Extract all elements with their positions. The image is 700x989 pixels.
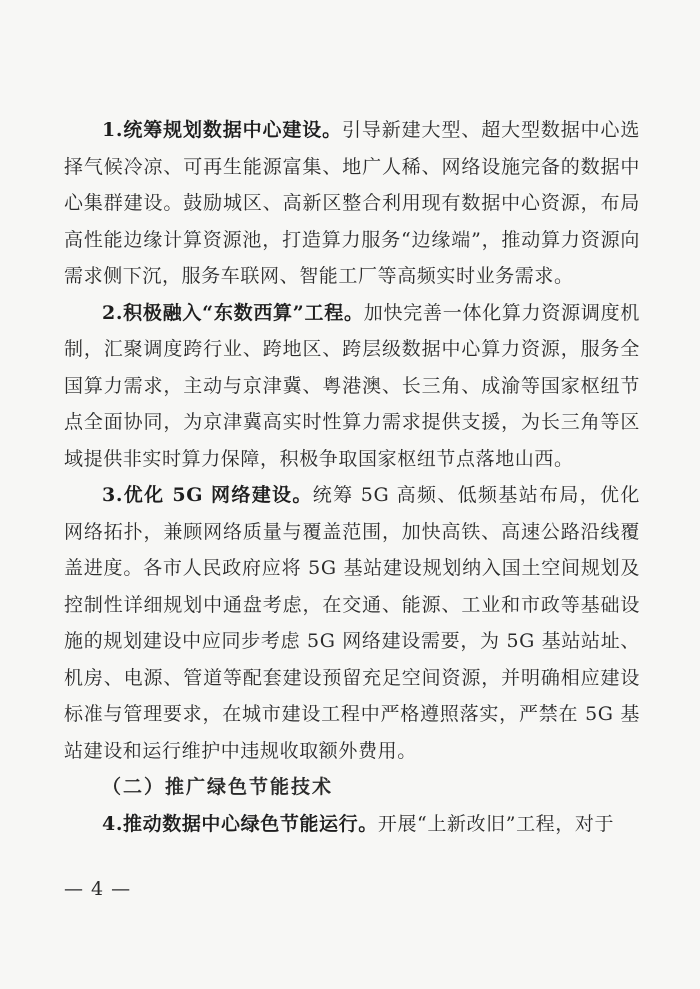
paragraph-2-lead: 2.积极融入“东数西算”工程。 <box>102 301 364 324</box>
paragraph-1 <box>64 112 640 295</box>
paragraph-3 <box>64 477 640 769</box>
paragraph-4-lead: 4.推动数据中心绿色节能运行。 <box>102 812 378 835</box>
paragraph-4 <box>64 806 640 843</box>
section-subheading: （二）推广绿色节能技术 <box>102 776 334 798</box>
paragraph-1-text: 引导新建大型、超大型数据中心选择气候冷凉、可再生能源富集、地广人稀、网络设施完备的数据中心集群建设。鼓励城区、高新区整合利用现有数据中心资源，布局高性能边缘计算资源池，打造算力服务“边缘端”，推动算力资源向需求侧下沉，服务车联网、智能工厂等高频实时业务需求。 <box>64 119 640 287</box>
body-text <box>64 112 640 842</box>
page-number: — 4 — <box>64 878 132 900</box>
paragraph-2 <box>64 295 640 478</box>
paragraph-3-lead: 3.优化 5G 网络建设。 <box>102 484 313 506</box>
paragraph-3-text: 统筹 5G 高频、低频基站布局，优化网络拓扑，兼顾网络质量与覆盖范围，加快高铁、高速公路沿线覆盖进度。各市人民政府应将 5G 基站建设规划纳入国土空间规划及控制性详细规划中通盘考虑，在交通、能源、工业和市政等基础设施的规划建设中应同步考虑 5G 网络建设需要，为 5G 基站站址、机房、电源、管道等配套建设预留充足空间资源，并明确相应建设标准与管理要求，在城市建设工程中严格遵照落实，严禁在 5G 基站建设和运行维护中违规收取额外费用。 <box>64 484 640 762</box>
paragraph-4-text: 开展“上新改旧”工程，对于 <box>377 812 615 835</box>
paragraph-2-text: 加快完善一体化算力资源调度机制，汇聚调度跨行业、跨地区、跨层级数据中心算力资源，服务全国算力需求，主动与京津冀、粤港澳、长三角、成渝等国家枢纽节点全面协同，为京津冀高实时性算力需求提供支援，为长三角等区域提供非实时算力保障，积极争取国家枢纽节点落地山西。 <box>64 301 640 470</box>
paragraph-1-lead: 1.统筹规划数据中心建设。 <box>102 119 343 141</box>
